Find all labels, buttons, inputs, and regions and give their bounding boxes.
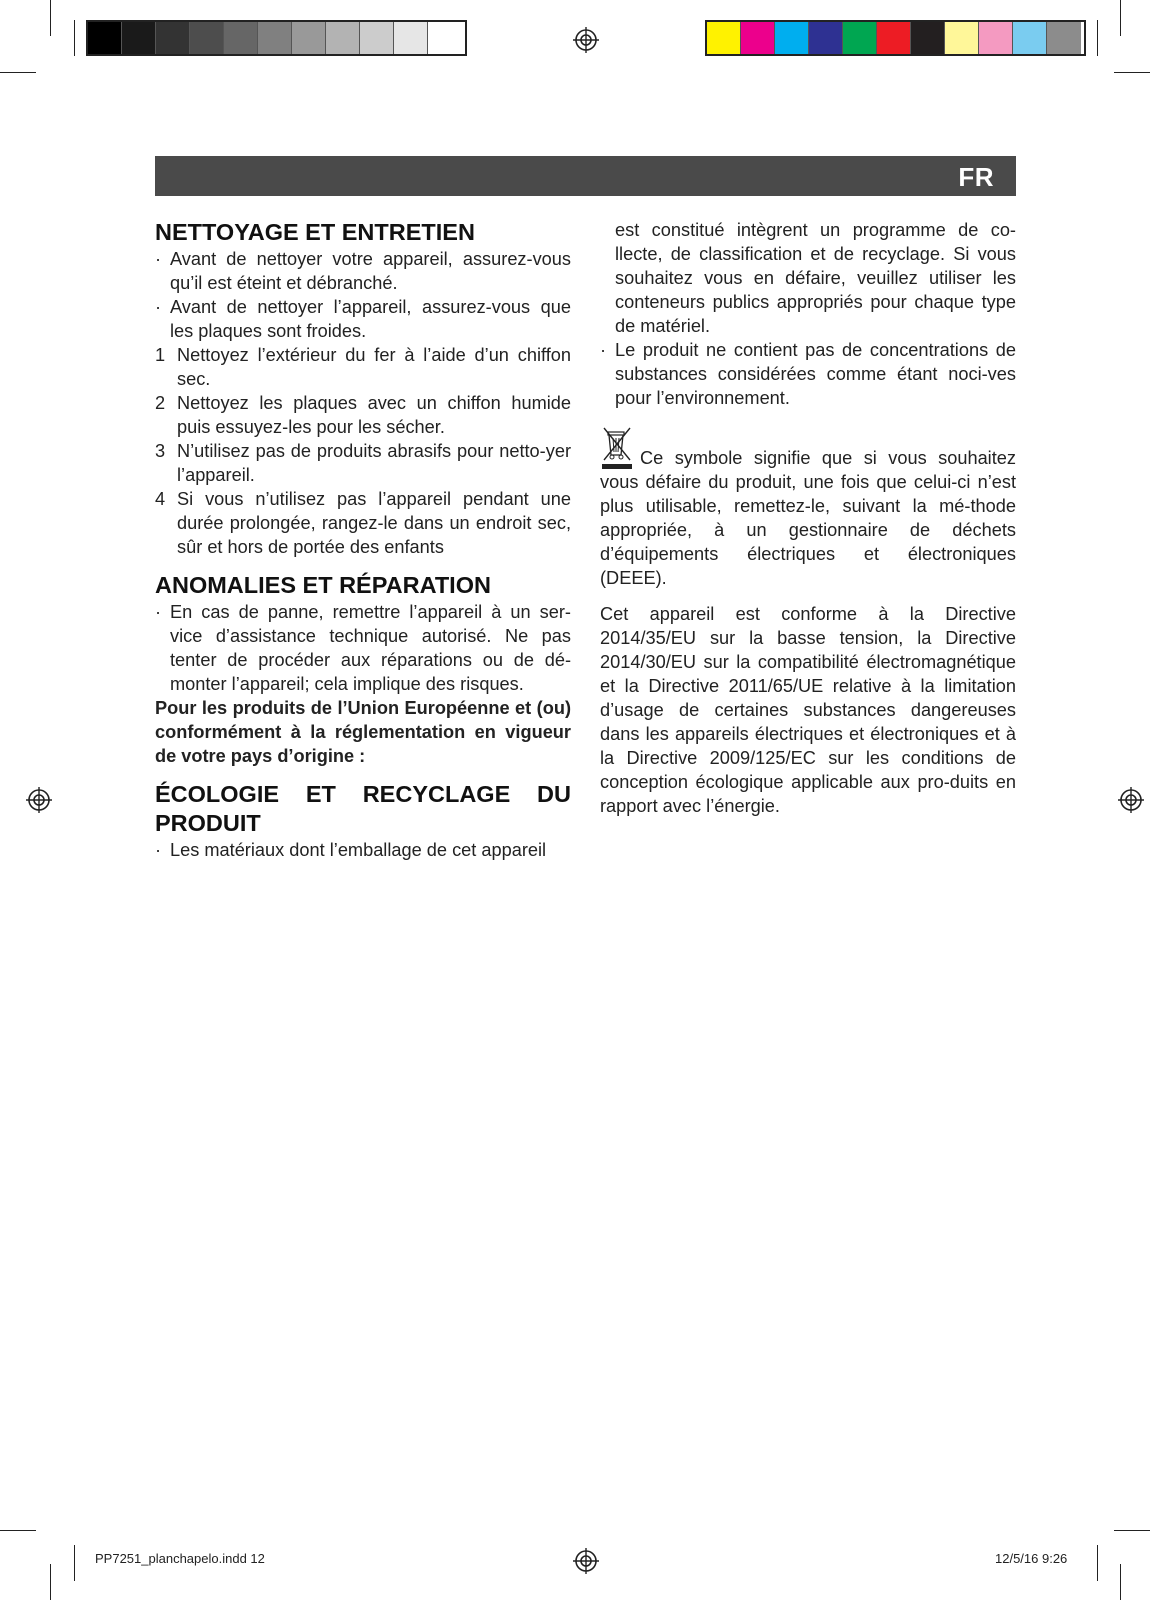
color-swatch — [156, 22, 190, 54]
crop-mark — [1120, 0, 1121, 36]
registration-mark-icon — [1118, 787, 1144, 813]
crop-mark — [1097, 1545, 1098, 1581]
numbered-step: 4 Si vous n’utilisez pas l’appareil pendant une durée prolongée, rangez-le dans un endroit sec, sûr et hors de portée des enfants — [155, 489, 571, 557]
list-item: · Le produit ne contient pas de concentrations de substances considérées comme étant noci-ves pour l’environnement. — [600, 340, 1016, 408]
color-swatch — [707, 22, 741, 54]
registration-mark-icon — [26, 787, 52, 813]
crop-mark — [1097, 20, 1098, 56]
registration-mark-icon — [573, 1548, 599, 1574]
color-swatch — [88, 22, 122, 54]
color-swatch — [911, 22, 945, 54]
language-code: FR — [958, 162, 994, 192]
registration-mark-icon — [573, 27, 599, 53]
numbered-step: 1 Nettoyez l’extérieur du fer à l’aide d’un chiffon sec. — [155, 345, 571, 389]
language-header-bar — [155, 156, 1016, 196]
numbered-step: 3 N’utilisez pas de produits abrasifs pour netto-yer l’appareil. — [155, 441, 571, 485]
crop-mark — [1120, 1564, 1121, 1600]
color-swatch — [1047, 22, 1081, 54]
section-title-troubleshooting: ANOMALIES ET RÉPARATION — [155, 572, 491, 598]
crop-mark — [0, 1530, 36, 1531]
list-item: · En cas de panne, remettre l’appareil à un ser-vice d’assistance technique autorisé. Ne pas tenter de procéder aux réparations ou de dé-monter l’appareil; cela implique des risques. — [155, 602, 571, 694]
color-swatch — [809, 22, 843, 54]
footer-date: 12/5/16 9:26 — [995, 1551, 1068, 1566]
right-column — [600, 218, 1016, 818]
color-swatch — [224, 22, 258, 54]
color-swatch — [877, 22, 911, 54]
color-swatch — [326, 22, 360, 54]
numbered-step: 2 Nettoyez les plaques avec un chiffon humide puis essuyez-les pour les sécher. — [155, 393, 571, 437]
section-title-cleaning: NETTOYAGE ET ENTRETIEN — [155, 219, 475, 245]
gray-calibration-bar — [86, 20, 467, 56]
color-swatch — [428, 22, 462, 54]
color-swatch — [843, 22, 877, 54]
color-swatch — [945, 22, 979, 54]
weee-paragraph: Ce symbole signifie que si vous souhaitez vous défaire du produit, une fois que celui-ci n’est plus utilisable, remettez-le, suivant la mé-thode appropriée, à un gestionnaire de déchets d’équipements électriques et électroniques (DEEE). — [600, 422, 1016, 590]
crop-mark — [74, 20, 75, 56]
footer-file-name: PP7251_planchapelo.indd 12 — [95, 1551, 265, 1566]
left-column — [155, 218, 571, 862]
crop-mark — [1114, 72, 1150, 73]
crop-mark — [1114, 1530, 1150, 1531]
eu-note: Pour les produits de l’Union Européenne et (ou) conformément à la réglementation en vigueur de votre pays d’origine : — [155, 698, 571, 766]
color-swatch — [360, 22, 394, 54]
color-swatch — [122, 22, 156, 54]
crop-mark — [0, 72, 36, 73]
color-swatch — [292, 22, 326, 54]
color-swatch — [1013, 22, 1047, 54]
crop-mark — [50, 0, 51, 36]
section-title-ecology: ÉCOLOGIE ET RECYCLAGE DU PRODUIT — [155, 781, 571, 836]
color-swatch — [775, 22, 809, 54]
list-item: · Les matériaux dont l’emballage de cet appareil — [155, 840, 547, 860]
color-swatch — [258, 22, 292, 54]
color-swatch — [741, 22, 775, 54]
crop-mark — [74, 1545, 75, 1581]
list-item: · Avant de nettoyer l’appareil, assurez-vous que les plaques sont froides. — [155, 297, 571, 341]
list-item: · Avant de nettoyer votre appareil, assurez-vous qu’il est éteint et débranché. — [155, 249, 571, 293]
directive-paragraph: Cet appareil est conforme à la Directive 2014/35/EU sur la basse tension, la Directive 2014/30/EU sur la compatibilité électromagnétique et la Directive 2011/65/UE relative à la limitation d’usage de certaines substances dangereuses dans les appareils électriques et électroniques et à la Directive 2009/125/EC sur les conditions de conception écologique applicable aux pro-duits en rapport avec l’énergie. — [600, 604, 1016, 816]
color-swatch — [394, 22, 428, 54]
color-calibration-bar — [705, 20, 1086, 56]
color-swatch — [190, 22, 224, 54]
color-swatch — [979, 22, 1013, 54]
list-item-continuation: est constitué intègrent un programme de co-llecte, de classification et de recyclage. Si vous souhaitez vous en défaire, veuillez utiliser les conteneurs publics appropriés pour chaque type de matériel. — [615, 220, 1016, 336]
crop-mark — [50, 1564, 51, 1600]
weee-crossed-bin-icon — [600, 422, 634, 470]
